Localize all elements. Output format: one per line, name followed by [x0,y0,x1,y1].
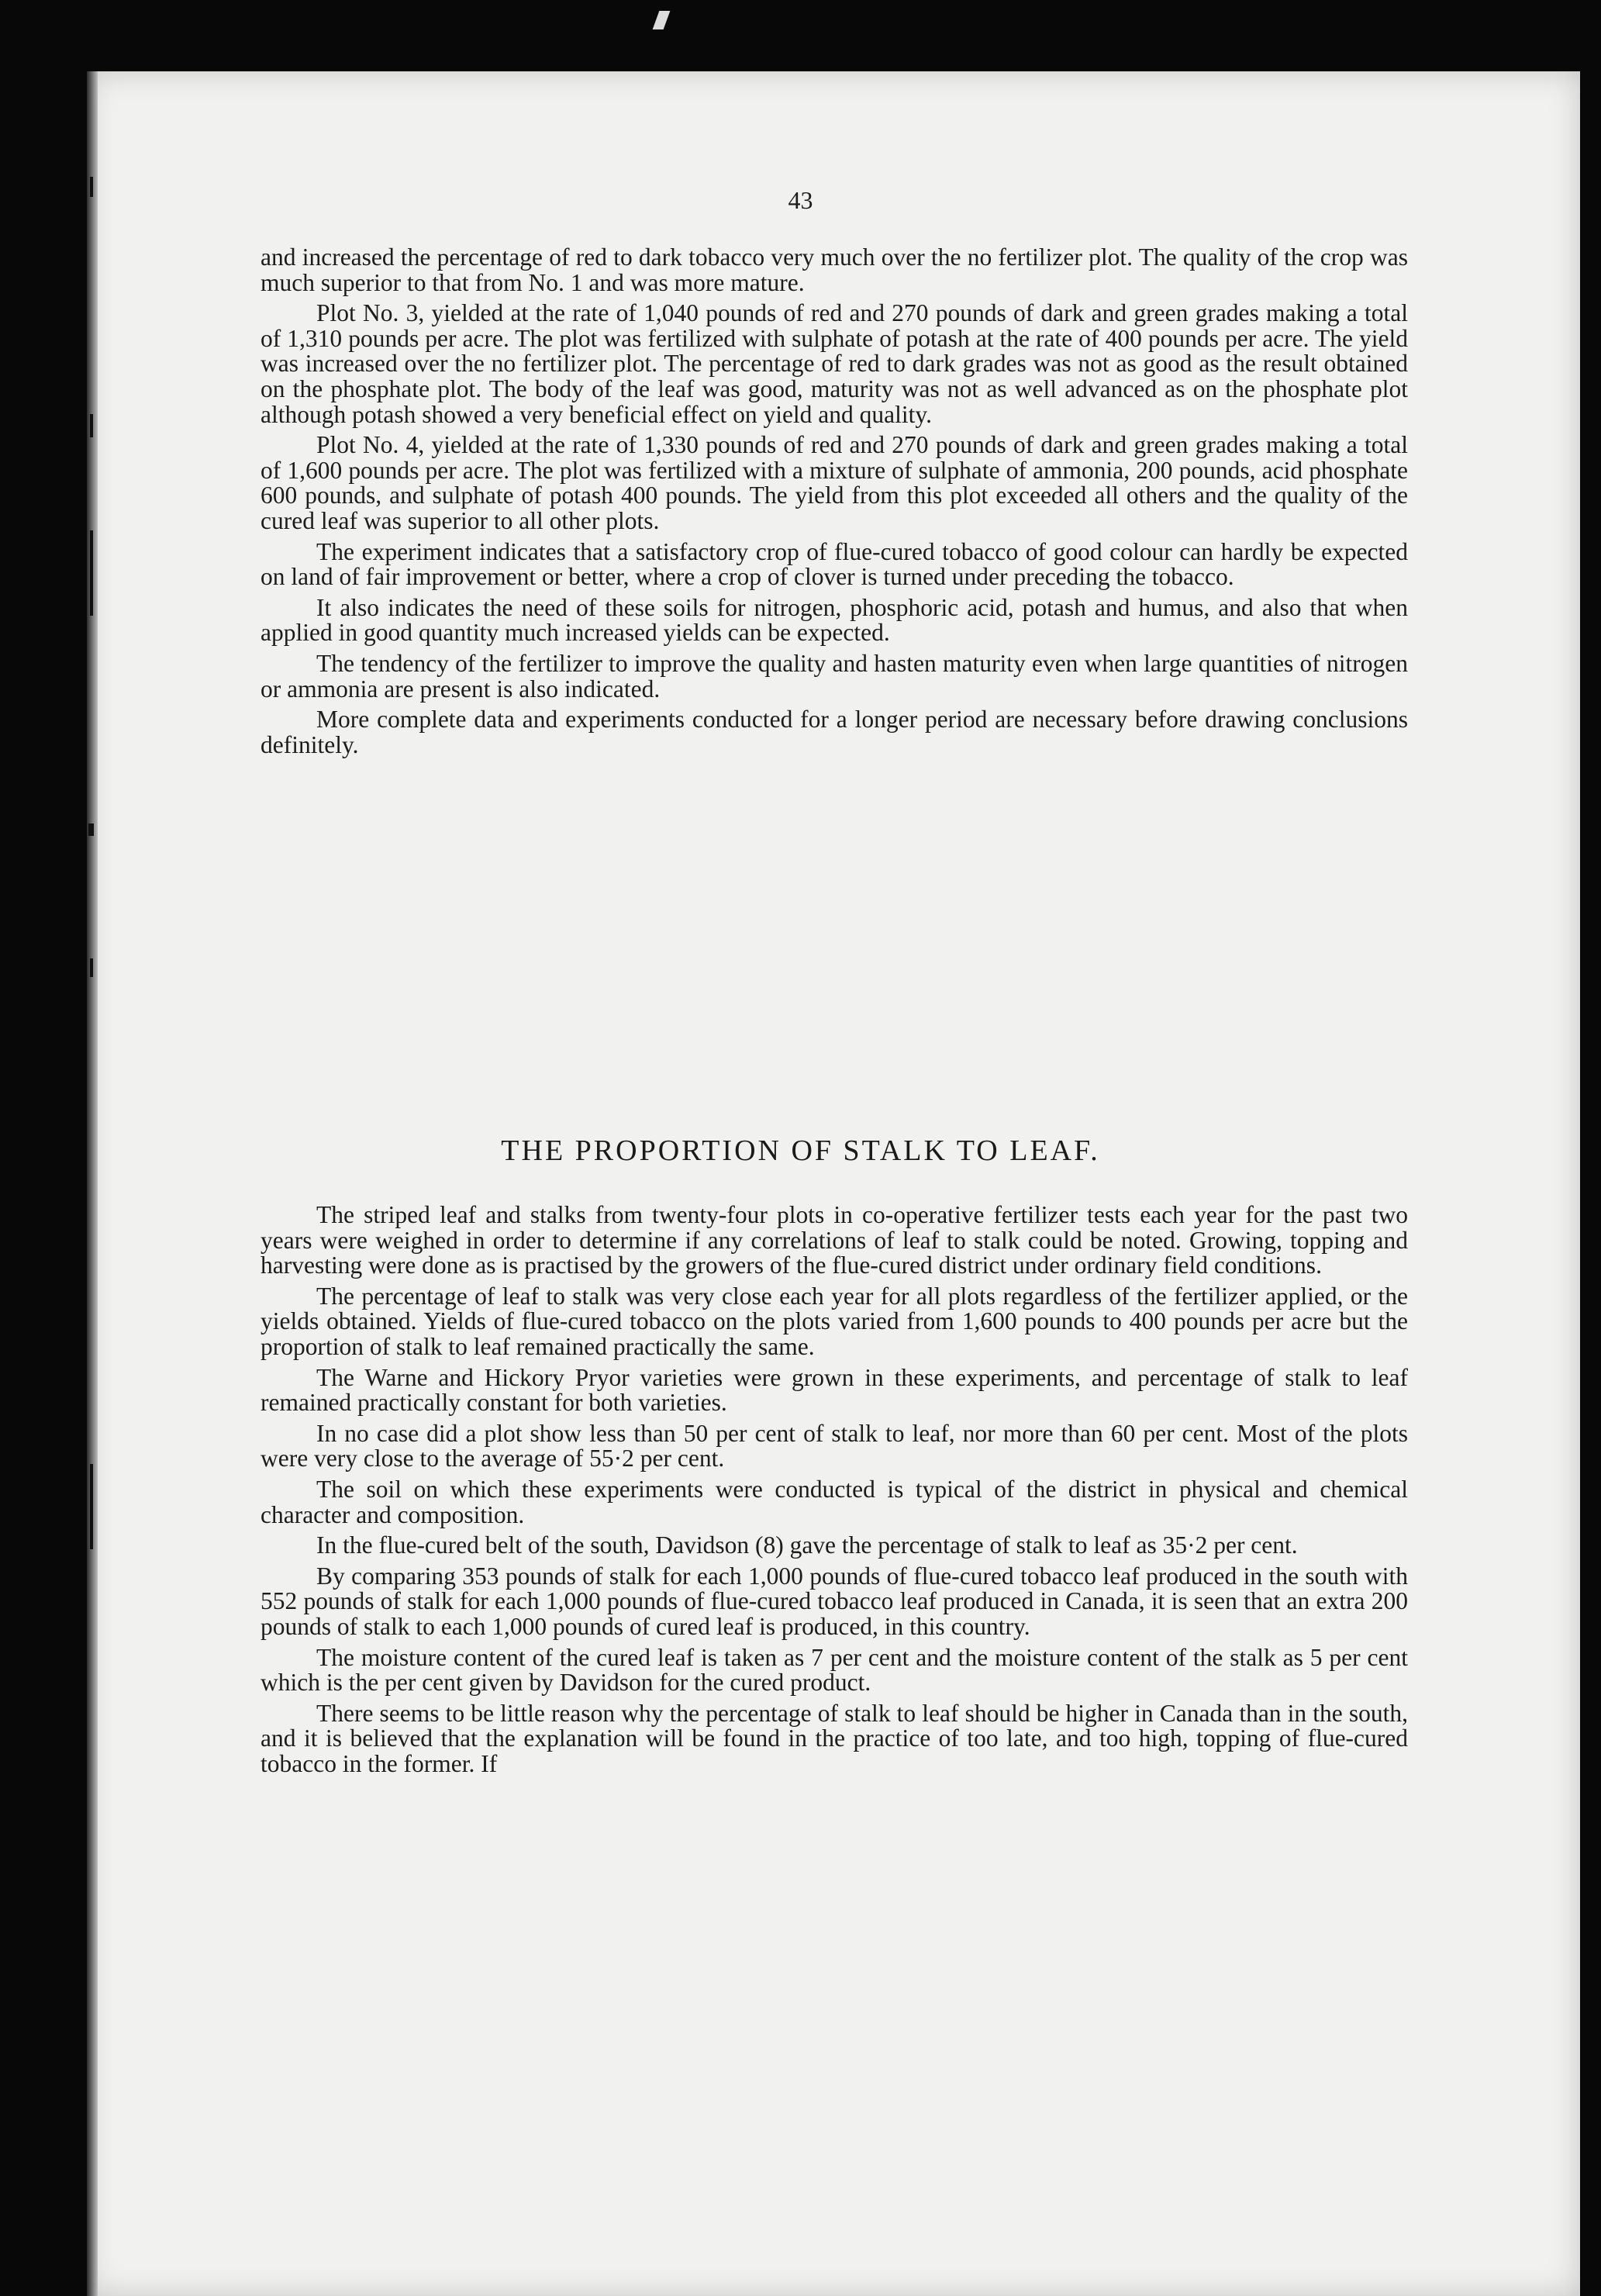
paragraph: Plot No. 4, yielded at the rate of 1,330 pounds of red and 270 pounds of dark and green grades making a total of 1,600 pounds per acre. The plot was fertilized with a mixture of sulphate of ammonia, 200 pounds, acid phosphate 600 pounds, and sulphate of potash 400 pounds. The yield from this plot exceeded all others and the quality of the cured leaf was superior to all other plots. [261,431,1408,534]
paragraph: It also indicates the need of these soils for nitrogen, phosphoric acid, potash and humus, and also that when applied in good quantity much increased yields can be expected. [261,593,1408,647]
page-number: 43 [788,186,813,214]
scan-speck [653,11,671,29]
paragraph: There seems to be little reason why the percentage of stalk to leaf should be higher in Canada than in the south, and it is believed that the explanation will be found in the practice of too late, and too high, topping of flue-cured tobacco in the former. If [261,1699,1408,1777]
paragraph: The moisture content of the cured leaf is taken as 7 per cent and the moisture content of the stalk as 5 per cent which is the per cent given by Davidson for the cured product. [261,1643,1408,1697]
margin-mark [90,958,93,977]
paragraph: The soil on which these experiments were conducted is typical of the district in physical and chemical character and composition. [261,1475,1408,1528]
paragraph: The percentage of leaf to stalk was very close each year for all plots regardless of the fertilizer applied, or the yields obtained. Yields of flue-cured tobacco on the plots varied from 1,600 pounds to 400 pounds per acre but the proportion of stalk to leaf remained practically the same. [261,1282,1408,1360]
paragraph: The tendency of the fertilizer to improve the quality and hasten maturity even when large quantities of nitrogen or ammonia are present is also indicated. [261,649,1408,703]
page-left-edge [87,71,98,2296]
paragraph: The striped leaf and stalks from twenty-four plots in co-operative fertilizer tests each year for the past two years were weighed in order to determine if any correlations of leaf to stalk could be noted. Growing, topping and harvesting were done as is practised by the growers of the flue-cured district under ordinary field conditions. [261,1201,1408,1279]
paragraph: In the flue-cured belt of the south, Davidson (8) gave the percentage of stalk to leaf as 35·2 per cent. [316,1531,1298,1559]
section-heading: THE PROPORTION OF STALK TO LEAF. [501,1134,1100,1167]
paragraph: Plot No. 3, yielded at the rate of 1,040 pounds of red and 270 pounds of dark and green grades making a total of 1,310 pounds per acre. The plot was fertilized with sulphate of potash at the rate of 400 pounds per acre. The yield was increased over the no fertilizer plot. The percentage of red to dark grades was not as good as the result obtained on the phosphate plot. The body of the leaf was good, maturity was not as well advanced as on the phosphate plot although potash showed a very beneficial effect on yield and quality. [261,299,1408,428]
paragraph: By comparing 353 pounds of stalk for each 1,000 pounds of flue-cured tobacco leaf produced in the south with 552 pounds of stalk for each 1,000 pounds of flue-cured tobacco leaf produced in Canada, it is seen that an extra 200 pounds of stalk to each 1,000 pounds of cured leaf is produced, in this country. [261,1562,1408,1640]
paragraph: The Warne and Hickory Pryor varieties were grown in these experiments, and percentage of stalk to leaf remained practically constant for both varieties. [261,1363,1408,1417]
margin-mark [90,1464,93,1549]
margin-mark [88,823,94,836]
paragraph: In no case did a plot show less than 50 per cent of stalk to leaf, nor more than 60 per cent. Most of the plots were very close to the average of 55·2 per cent. [261,1419,1408,1473]
paragraph: More complete data and experiments conducted for a longer period are necessary before drawing conclusions definitely. [261,706,1408,758]
margin-mark [90,414,93,437]
body-text-top [261,245,1408,763]
paragraph: The experiment indicates that a satisfactory crop of flue-cured tobacco of good colour can hardly be expected on land of fair improvement or better, where a crop of clover is turned under preceding the tobacco. [261,537,1408,591]
body-text-section [261,1203,1408,1782]
paragraph: and increased the percentage of red to dark tobacco very much over the no fertilizer plot. The quality of the crop was much superior to that from No. 1 and was more mature. [261,243,1408,296]
margin-mark [90,530,93,616]
